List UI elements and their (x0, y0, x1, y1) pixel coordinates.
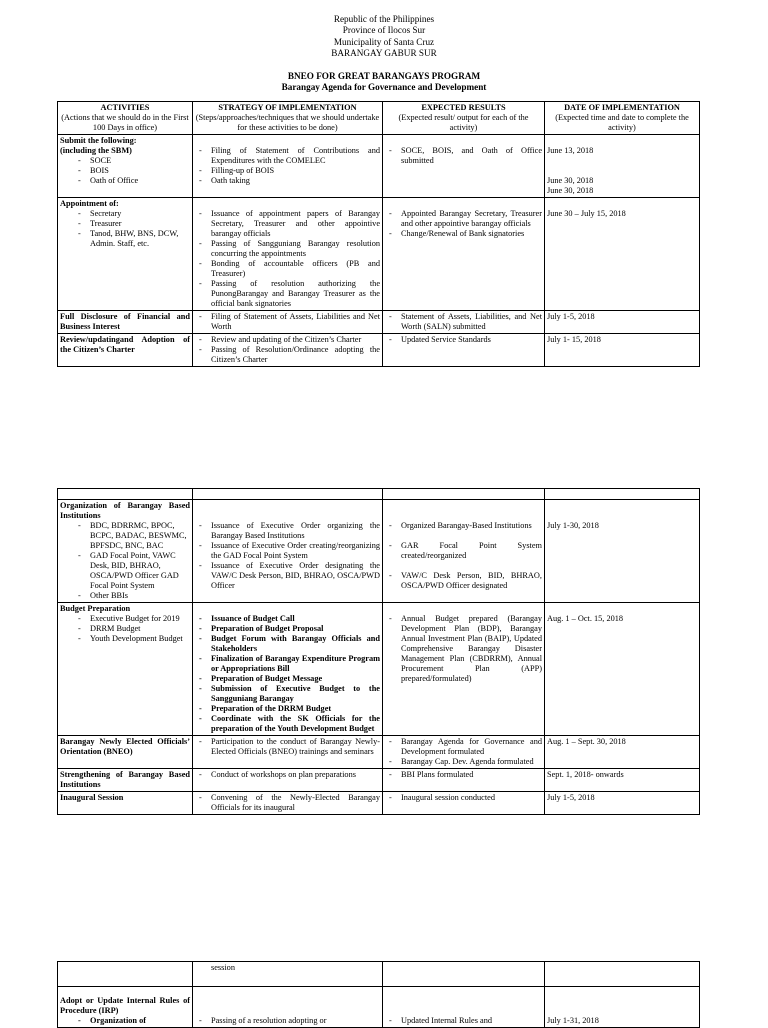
strategy-cell: - Filing of Statement of Contributions and Expenditures with the COMELEC - Filling-up of BOIS - Oath taking (193, 135, 383, 198)
activity-cell: Submit the following: (including the SBM) - SOCE - BOIS - Oath of Office (58, 135, 193, 198)
strategy-cell: - Conduct of workshops on plan preparations (193, 769, 383, 792)
header-line: Republic of the Philippines (333, 14, 435, 24)
activity-cell: Review/updatingand Adoption of the Citizen’s Charter (58, 334, 193, 367)
results-cell: - Inaugural session conducted (383, 792, 545, 815)
date-cell: July 1-5, 2018 (545, 792, 700, 815)
column-header-results: EXPECTED RESULTS (Expected result/ output for each of the activity) (383, 102, 545, 135)
date-cell: July 1-31, 2018 (545, 987, 700, 1028)
table-row (58, 962, 700, 987)
table-row (58, 500, 700, 603)
date-cell: July 1-5, 2018 (545, 311, 700, 334)
table-header-row (58, 102, 700, 135)
date-cell: Sept. 1, 2018- onwards (545, 769, 700, 792)
results-cell (383, 962, 545, 987)
document-header (0, 14, 768, 60)
activity-cell: Full Disclosure of Financial and Business Interest (58, 311, 193, 334)
table-row (58, 311, 700, 334)
date-cell: June 30 – July 15, 2018 (545, 198, 700, 311)
results-cell: - Barangay Agenda for Governance and Development formulated - Barangay Cap. Dev. Agenda formulated (383, 736, 545, 769)
header-line: Province of Ilocos Sur (342, 25, 426, 36)
column-header-activities: ACTIVITIES (Actions that we should do in the First 100 Days in office) (58, 102, 193, 135)
table-row (58, 603, 700, 736)
date-cell: July 1- 15, 2018 (545, 334, 700, 367)
column-header-strategy: STRATEGY OF IMPLEMENTATION (Steps/approaches/techniques that we should undertake for these activities to be done) (193, 102, 383, 135)
strategy-cell: - Issuance of Budget Call - Preparation of Budget Proposal - Budget Forum with Barangay Officials and Stakeholders - Finalization of Barangay Expenditure Program or Appropriations Bill - Preparation of Budget Message - Submission of Executive Budget to the Sangguniang Barangay - Preparation of the DRRM Budget - Coordinate with the SK Officials for the preparation of the Youth Development Budget (193, 603, 383, 736)
activity-cell: Inaugural Session (58, 792, 193, 815)
results-cell: - SOCE, BOIS, and Oath of Office submitted (383, 135, 545, 198)
agenda-table-2 (57, 488, 700, 815)
document-title: BNEO FOR GREAT BARANGAYS PROGRAM (287, 71, 481, 81)
activity-cell: Barangay Newly Elected Officials’ Orientation (BNEO) (58, 736, 193, 769)
table-row (58, 198, 700, 311)
table-spacer-row (58, 489, 700, 500)
document-subtitle: Barangay Agenda for Governance and Development (281, 82, 487, 93)
activity-cell (58, 962, 193, 987)
results-cell: - BBI Plans formulated (383, 769, 545, 792)
table-row (58, 135, 700, 198)
table-row (58, 736, 700, 769)
table-row (58, 334, 700, 367)
activity-cell: Strengthening of Barangay Based Institutions (58, 769, 193, 792)
activity-cell: Adopt or Update Internal Rules of Procedure (IRP) - Organization of (58, 987, 193, 1028)
agenda-table-3 (57, 961, 700, 1028)
strategy-cell: - Filing of Statement of Assets, Liabilities and Net Worth (193, 311, 383, 334)
activity-cell: Appointment of: - Secretary - Treasurer - Tanod, BHW, BNS, DCW, Admin. Staff, etc. (58, 198, 193, 311)
strategy-cell: - Issuance of Executive Order organizing the Barangay Based Institutions - Issuance of Executive Order creating/reorganizing the GAD Focal Point System - Issuance of Executive Order designating the VAW/C Desk Person, BID, BHRAO, OSCA/PWD Officer (193, 500, 383, 603)
table-row (58, 769, 700, 792)
strategy-cell: - Issuance of appointment papers of Barangay Secretary, Treasurer and other appointive barangay officials - Passing of Sangguniang Barangay resolution concurring the appointments - Bonding of accountable officers (PB and Treasurer) - Passing of resolution authorizing the PunongBarangay and Barangay Treasurer as the official bank signatories (193, 198, 383, 311)
strategy-cell: - Passing of a resolution adopting or (193, 987, 383, 1028)
agenda-table-1 (57, 101, 700, 367)
table-row (58, 792, 700, 815)
results-cell: - Updated Internal Rules and (383, 987, 545, 1028)
strategy-cell: session (193, 962, 383, 987)
strategy-cell: - Convening of the Newly-Elected Barangay Officials for its inaugural (193, 792, 383, 815)
table-row (58, 987, 700, 1028)
results-cell: - Annual Budget prepared (Barangay Development Plan (BDP), Barangay Annual Investment Plan (BAIP), Updated Comprehensive Barangay Disaster Management Plan (CBDRRM), Annual Procurement Plan (APP) prepared/formulated) (383, 603, 545, 736)
date-cell: Aug. 1 – Oct. 15, 2018 (545, 603, 700, 736)
results-cell: - Organized Barangay-Based Institutions - GAR Focal Point System created/reorganized - VAW/C Desk Person, BID, BHRAO, OSCA/PWD Officer designated (383, 500, 545, 603)
activity-cell: Budget Preparation - Executive Budget for 2019 - DRRM Budget - Youth Development Budget (58, 603, 193, 736)
column-header-date: DATE OF IMPLEMENTATION (Expected time and date to complete the activity) (545, 102, 700, 135)
results-cell: - Appointed Barangay Secretary, Treasurer and other appointive barangay officials - Change/Renewal of Bank signatories (383, 198, 545, 311)
date-cell: Aug. 1 – Sept. 30, 2018 (545, 736, 700, 769)
strategy-cell: - Review and updating of the Citizen’s Charter - Passing of Resolution/Ordinance adopting the Citizen’s Charter (193, 334, 383, 367)
results-cell: - Statement of Assets, Liabilities, and Net Worth (SALN) submitted (383, 311, 545, 334)
document-title-block (0, 71, 768, 94)
strategy-cell: - Participation to the conduct of Barangay Newly-Elected Officials (BNEO) trainings and seminars (193, 736, 383, 769)
results-cell: - Updated Service Standards (383, 334, 545, 367)
header-line: Municipality of Santa Cruz (333, 36, 435, 47)
activity-cell: Organization of Barangay Based Institutions - BDC, BDRRMC, BPOC, BCPC, BADAC, BESWMC, BPFSDC, BNC, BAC - GAD Focal Point, VAWC Desk, BID, BHRAO, OSCA/PWD Officer GAD Focal Point System - Other BBIs (58, 500, 193, 603)
header-line: BARANGAY GABUR SUR (331, 48, 437, 59)
date-cell (545, 962, 700, 987)
date-cell: June 13, 2018 June 30, 2018 June 30, 2018 (545, 135, 700, 198)
date-cell: July 1-30, 2018 (545, 500, 700, 603)
